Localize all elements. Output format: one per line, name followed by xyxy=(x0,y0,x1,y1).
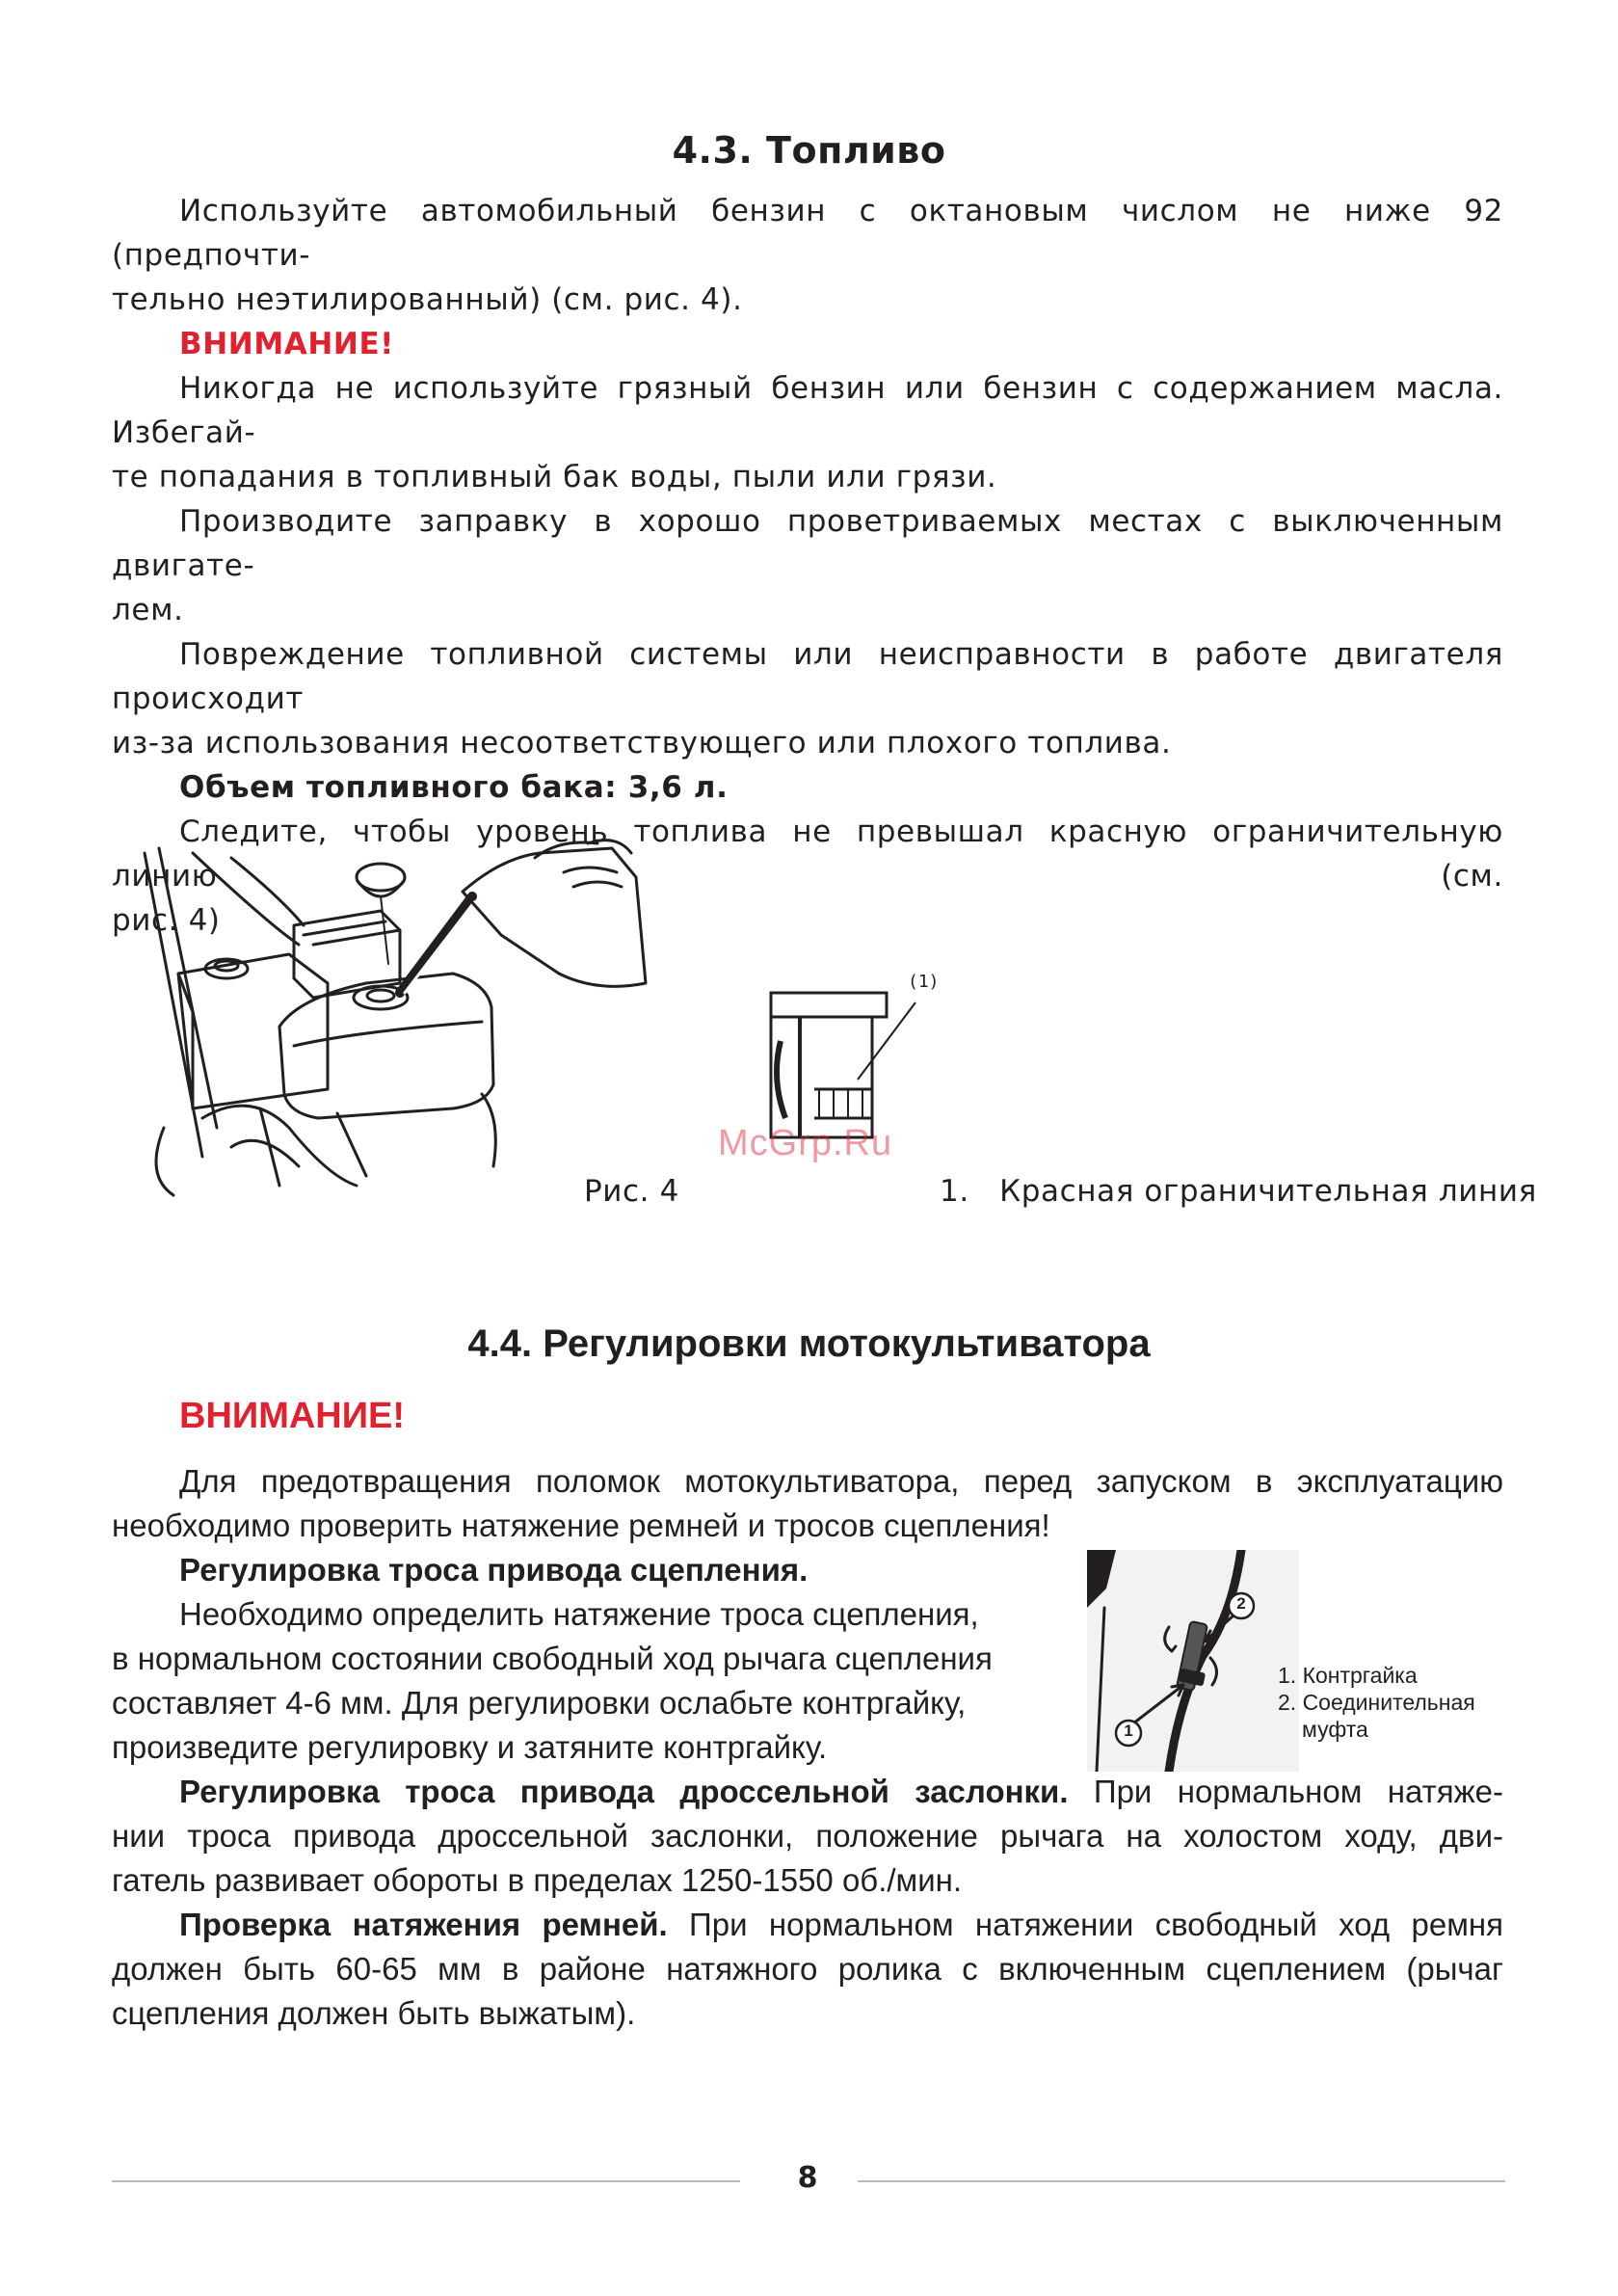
callout-2: 2 xyxy=(1236,1594,1246,1613)
text-line: в нормальном состоянии свободный ход рычага сцепления xyxy=(112,1641,993,1676)
tank-volume: Объем топливного бака: 3,6 л. xyxy=(179,770,729,805)
text-line: Никогда не используйте грязный бензин или бензин с содержанием масла. Избегай- xyxy=(112,371,1503,450)
throttle-line-1 xyxy=(112,1770,1503,1814)
text-line: те попадания в топливный бак воды, пыли или грязи. xyxy=(112,460,997,494)
legend-coupling-cont: муфта xyxy=(1302,1717,1368,1742)
figure-caption: Рис. 4 xyxy=(584,1174,679,1209)
text-line: Следите, чтобы уровень топлива не превышал красную ограничительную линию (см. xyxy=(112,814,1503,894)
text-fragment: При нормальном натяже- xyxy=(1068,1774,1504,1809)
throttle-heading: Регулировка троса привода дроссельной заслонки. xyxy=(179,1774,1069,1809)
text-line: нии троса привода дроссельной заслонки, положение рычага на холостом ходу, дви- xyxy=(112,1818,1503,1854)
text-line: рис. 4) xyxy=(112,903,221,938)
belt-line-1 xyxy=(112,1903,1503,1947)
belt-heading: Проверка натяжения ремней. xyxy=(179,1907,668,1942)
fuel-paragraph-1 xyxy=(112,189,1503,322)
text-line: гатель развивает обороты в пределах 1250-1550 об./мин. xyxy=(112,1862,963,1898)
text-fragment: При нормальном натяжении свободный ход ремня xyxy=(667,1907,1503,1942)
legend-coupling: 2. Соединительная xyxy=(1278,1690,1475,1715)
watermark: McGrp.Ru xyxy=(718,1123,893,1163)
footer-rule-right xyxy=(858,2180,1505,2182)
clutch-cable-text xyxy=(112,1592,1075,1770)
callout-1: 1 xyxy=(1124,1722,1133,1740)
text-line: тельно неэтилированный) (см. рис. 4). xyxy=(112,282,743,317)
text-line: из-за использования несоответствующего или плохого топлива. xyxy=(112,726,1172,761)
text-line: должен быть 60-65 мм в районе натяжного ролика с включенным сцеплением (рычаг xyxy=(112,1951,1503,1987)
adjust-warning-heading: ВНИМАНИЕ! xyxy=(179,1396,406,1436)
throttle-and-belt-text xyxy=(112,1770,1503,2036)
page-number: 8 xyxy=(797,2161,818,2195)
text-line: лем. xyxy=(112,593,184,627)
footer-rule-left xyxy=(112,2180,740,2182)
text-line: сцепления должен быть выжатым). xyxy=(112,1995,636,2031)
section-title-adjustments: 4.4. Регулировки мотокультиватора xyxy=(467,1322,1151,1365)
tank-window-marker: (1) xyxy=(908,972,940,992)
text-line: Производите заправку в хорошо проветриваемых местах с выключенным двигате- xyxy=(112,504,1503,583)
section-title-fuel: 4.3. Топливо xyxy=(672,129,946,172)
text-line: Необходимо определить натяжение троса сцепления, xyxy=(179,1596,979,1632)
clutch-cable-diagram xyxy=(1087,1550,1299,1772)
legend-locknut: 1. Контргайка xyxy=(1278,1663,1418,1688)
fuel-warning-heading: ВНИМАНИЕ! xyxy=(179,327,394,361)
figure-legend: 1. Красная ограничительная линия xyxy=(940,1174,1537,1209)
text-line: произведите регулировку и затяните контргайку. xyxy=(112,1729,828,1765)
clutch-cable-heading: Регулировка троса привода сцепления. xyxy=(179,1552,809,1588)
text-line: необходимо проверить натяжение ремней и тросов сцепления! xyxy=(112,1508,1050,1543)
text-line: Для предотвращения поломок мотокультиватора, перед запуском в эксплуатацию xyxy=(179,1463,1503,1499)
cable-legend xyxy=(1278,1662,1475,1743)
text-line: Повреждение топливной системы или неисправности в работе двигателя происходит xyxy=(112,637,1503,716)
text-line: составляет 4-6 мм. Для регулировки ослабьте контргайку, xyxy=(112,1685,967,1721)
text-line: Используйте автомобильный бензин с октановым числом не ниже 92 (предпочти- xyxy=(112,194,1503,273)
refuel-illustration xyxy=(135,839,675,1205)
